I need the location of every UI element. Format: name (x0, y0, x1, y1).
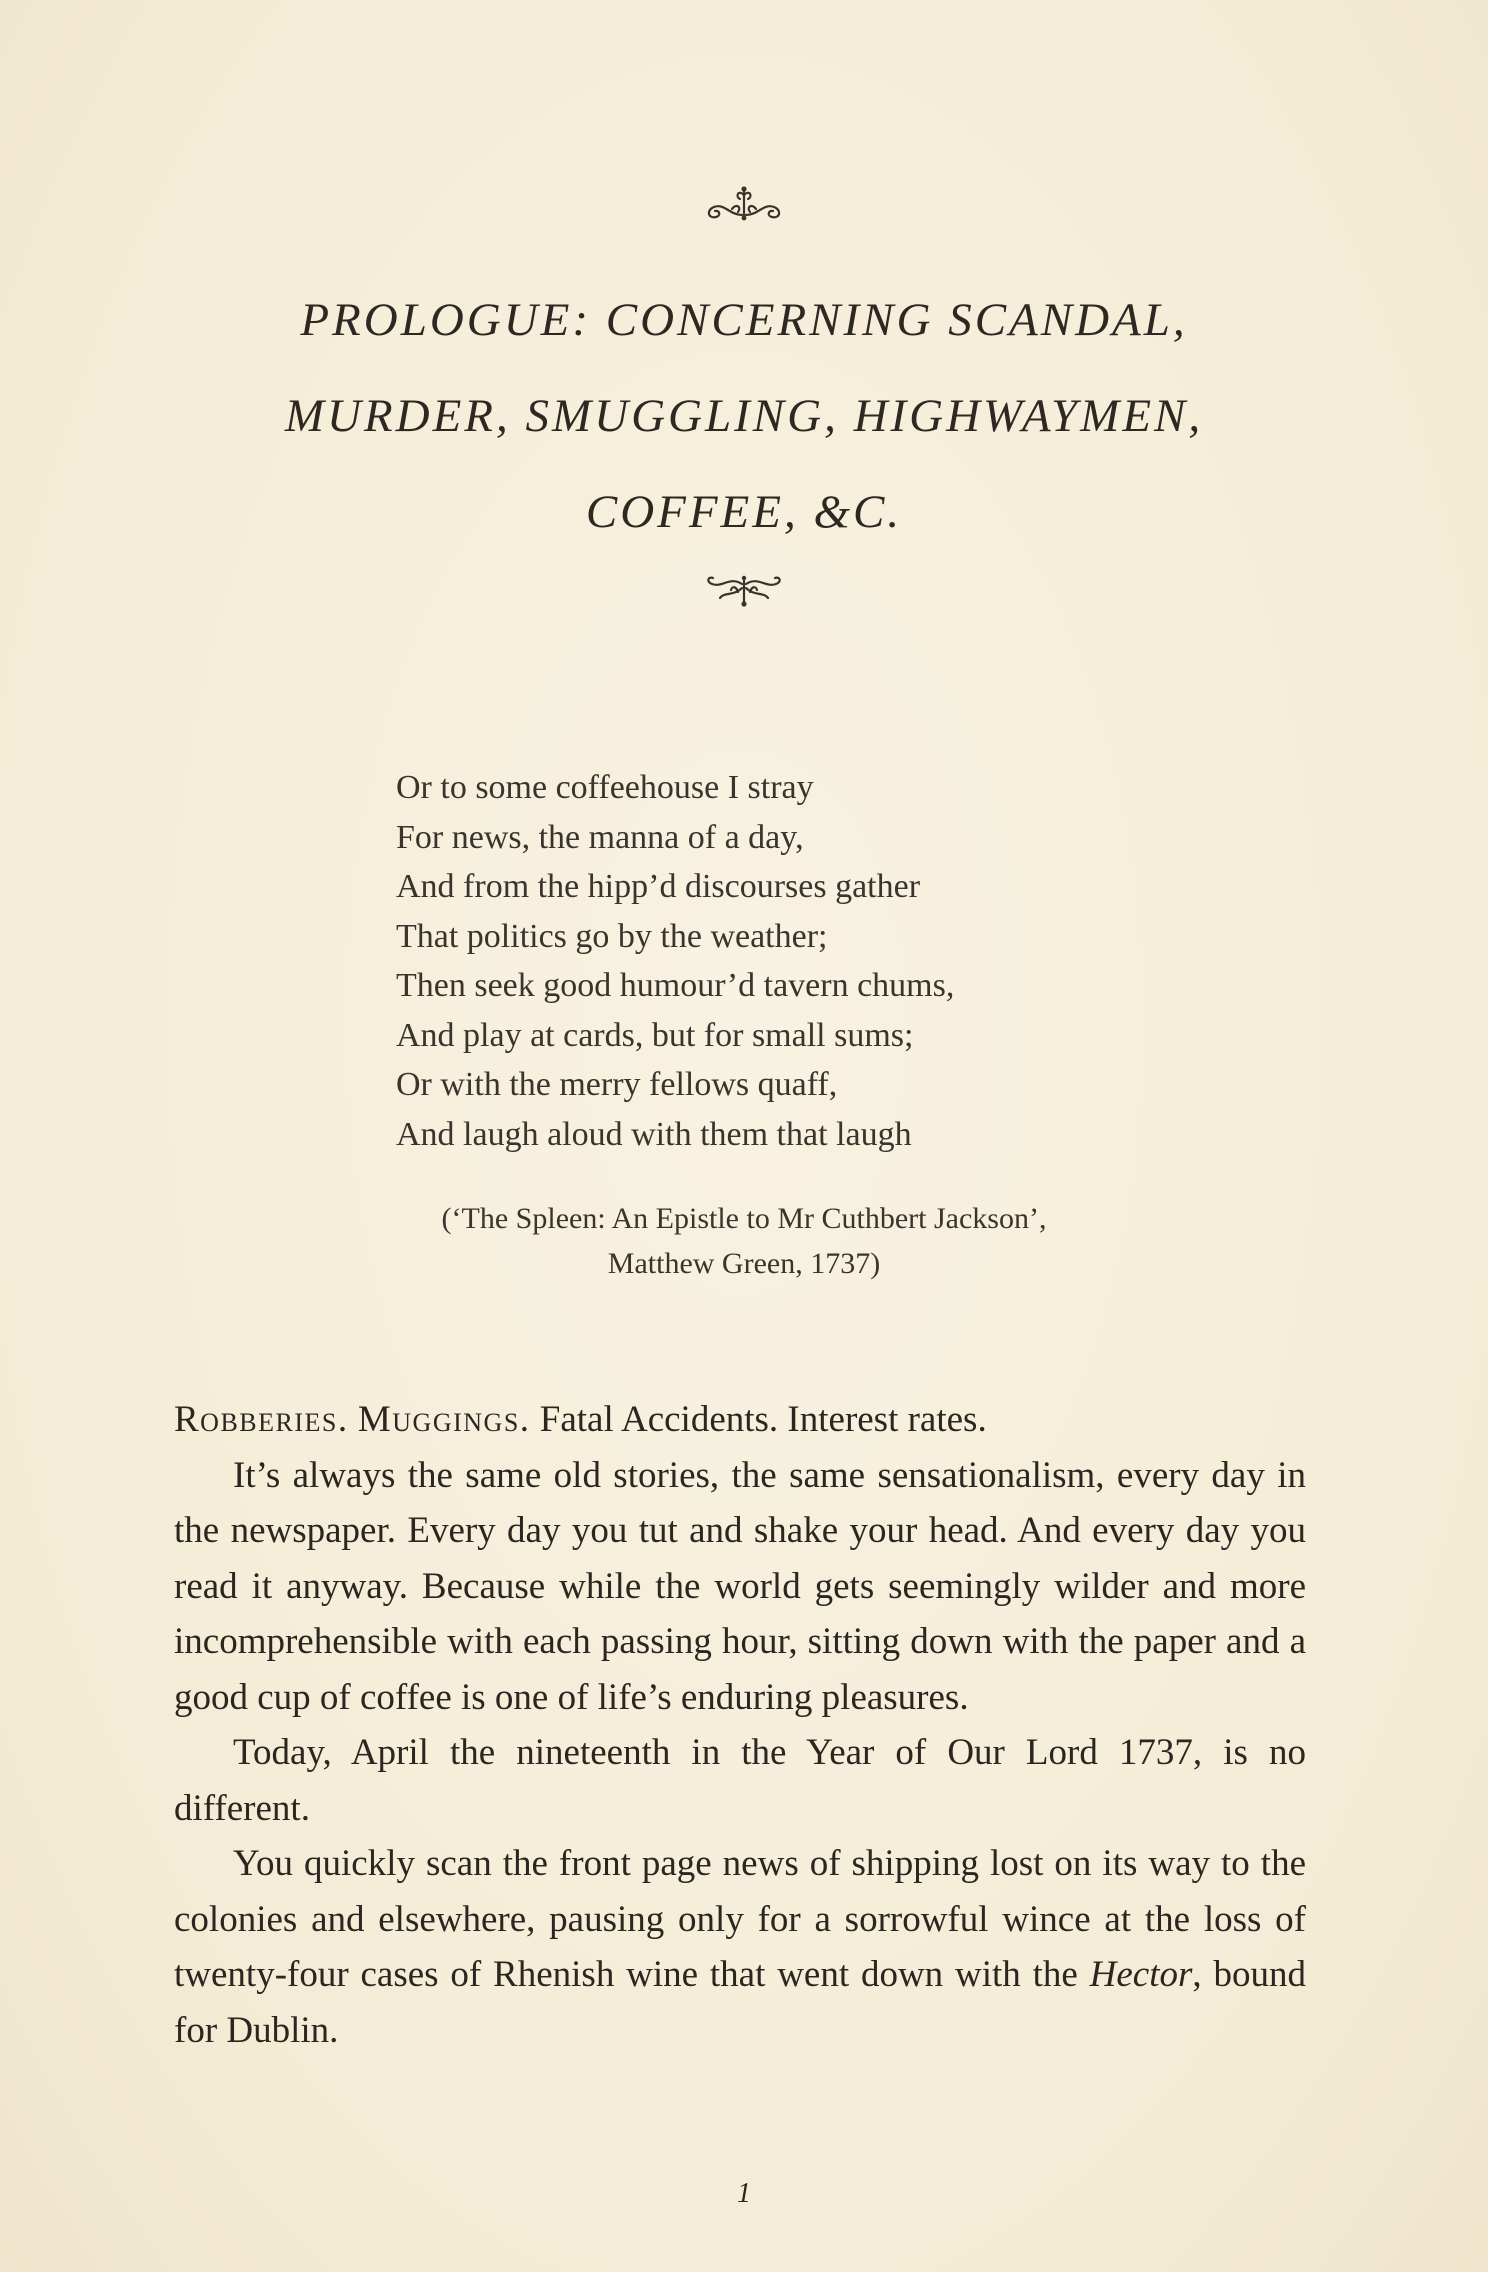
paragraph-text: You quickly scan the front page news of shipping lost on its way to the colonies and elsewhere, pausing only for a sorrowful wince at the loss of twenty-four cases of Rhenish wine that went down with the (174, 1843, 1306, 1995)
paragraph-text: , bound for Dublin. (174, 1954, 1306, 2051)
chapter-title-line: MURDER, SMUGGLING, HIGHWAYMEN, (284, 390, 1204, 442)
chapter-title (150, 272, 1338, 560)
page-number: 1 (737, 2178, 751, 2209)
verse-line: And play at cards, but for small sums; (396, 1016, 914, 1054)
paragraph: Today, April the nineteenth in the Year of Our Lord 1737, is no different. (174, 1732, 1306, 1829)
paragraph-opening (174, 1392, 1306, 1448)
smallcaps-word: Muggings. (357, 1399, 531, 1440)
verse-line: Then seek good humour’d tavern chums, (396, 967, 955, 1004)
flourish-ornament-icon (0, 572, 1488, 613)
verse-line: For news, the manna of a day, (396, 818, 804, 856)
verse-line: Or to some coffeehouse I stray (396, 769, 814, 806)
verse-line: Or with the merry fellows quaff, (396, 1066, 838, 1103)
chapter-title-line: PROLOGUE: CONCERNING SCANDAL, (300, 294, 1188, 346)
verse-line: And from the hipp’d discourses gather (396, 868, 921, 905)
smallcaps-word: Robberies. (174, 1399, 349, 1440)
attribution-line: Matthew Green, 1737) (607, 1247, 881, 1280)
epigraph-verse (396, 763, 1156, 1159)
epigraph-attribution (250, 1196, 1238, 1286)
verse-line: That politics go by the weather; (396, 917, 828, 955)
verse-line: And laugh aloud with them that laugh (396, 1115, 912, 1153)
chapter-title-line: COFFEE, &C. (585, 486, 903, 538)
ship-name: Hector (1089, 1954, 1193, 1995)
fleuron-ornament-icon (0, 185, 1488, 228)
attribution-line: (‘The Spleen: An Epistle to Mr Cuthbert Jackson’, (441, 1202, 1047, 1235)
paragraph (174, 1836, 1306, 2058)
paragraph: It’s always the same old stories, the same sensationalism, every day in the newspaper. Every day you tut and shake your head. And every day you read it anyway. Because while the world gets seemingly wilder and more incomprehensible with each passing hour, sitting down with the paper and a good cup of coffee is one of life’s enduring pleasures. (174, 1454, 1306, 1718)
opening-rest: Fatal Accidents. Interest rates. (539, 1399, 987, 1440)
body-text (174, 1392, 1306, 2058)
